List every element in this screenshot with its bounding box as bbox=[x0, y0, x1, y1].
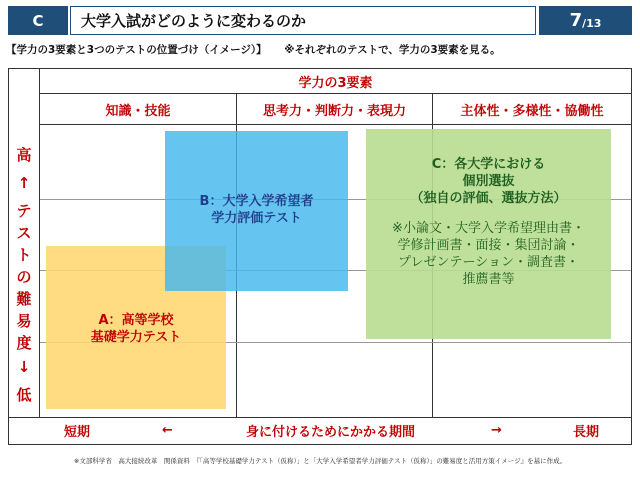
box-a-line2: 基礎学力テスト bbox=[90, 330, 182, 345]
column-thinking: 思考力・判断力・表現力 bbox=[262, 103, 406, 119]
column-knowledge: 知識・技能 bbox=[105, 103, 171, 119]
axis-label-char: テ bbox=[16, 202, 32, 220]
box-c-detail3: プレゼンテーション・調査書・ bbox=[398, 255, 579, 270]
page-title: 大学入試がどのように変わるのか bbox=[70, 6, 536, 35]
subtitle-main: 【学力の3要素と3つのテストの位置づけ（イメージ）】 bbox=[6, 44, 267, 56]
vertical-axis bbox=[9, 130, 39, 410]
box-c-detail2: 学修計画書・面接・集団討論・ bbox=[397, 238, 580, 253]
axis-right-arrow: → bbox=[491, 422, 502, 438]
box-c-line1: C：各大学における bbox=[431, 157, 546, 172]
axis-low: 低 bbox=[16, 386, 32, 404]
box-c-detail bbox=[366, 220, 611, 288]
footnote: ※文部科学省 高大接続改革 関係資料 『「高等学校基礎学力テスト（仮称）」と「大学入学希望者学力評価テスト（仮称）」の難易度と活用方策イメージ』を基に作成。 bbox=[73, 457, 567, 465]
page-number bbox=[539, 6, 632, 35]
box-c-line2: 個別選抜 bbox=[462, 174, 515, 189]
subtitle-note: ※それぞれのテストで、学力の3要素を見る。 bbox=[284, 44, 501, 56]
axis-label-char: 度 bbox=[16, 334, 32, 352]
capability-header: 学力の3要素 bbox=[298, 75, 373, 91]
box-b-label bbox=[165, 193, 348, 227]
box-a-label bbox=[46, 312, 226, 346]
axis-period-label: 身に付けるためにかかる期間 bbox=[246, 424, 416, 440]
axis-label-char: 易 bbox=[16, 312, 32, 330]
box-b-line1: B：大学入学希望者 bbox=[199, 194, 314, 209]
box-c-line3: （独自の評価、選抜方法） bbox=[410, 191, 567, 206]
axis-down-arrow: ↓ bbox=[17, 358, 31, 376]
axis-label-char: 難 bbox=[16, 290, 32, 308]
axis-label-char: の bbox=[16, 268, 32, 286]
axis-label-char: ス bbox=[16, 224, 32, 242]
axis-up-arrow: ↑ bbox=[17, 174, 31, 192]
header bbox=[8, 6, 632, 35]
box-c-detail4: 推薦書等 bbox=[462, 272, 515, 287]
axis-label-char: ト bbox=[16, 246, 32, 264]
axis-high: 高 bbox=[16, 146, 32, 164]
box-c-detail1: ※小論文・大学入学希望理由書・ bbox=[392, 221, 585, 236]
box-a-line1: A：高等学校 bbox=[98, 313, 174, 328]
axis-long: 長期 bbox=[573, 424, 600, 440]
grid-line-column-header bbox=[39, 124, 631, 125]
page-current: 7 bbox=[569, 10, 583, 31]
column-initiative: 主体性・多様性・協働性 bbox=[460, 103, 604, 119]
axis-short: 短期 bbox=[64, 424, 91, 440]
subtitle bbox=[6, 42, 636, 57]
section-tag: C bbox=[8, 6, 68, 35]
box-c-label bbox=[366, 156, 611, 207]
page-total: /13 bbox=[582, 16, 602, 30]
box-b-line2: 学力評価テスト bbox=[211, 211, 302, 226]
axis-left-arrow: ← bbox=[162, 422, 173, 438]
